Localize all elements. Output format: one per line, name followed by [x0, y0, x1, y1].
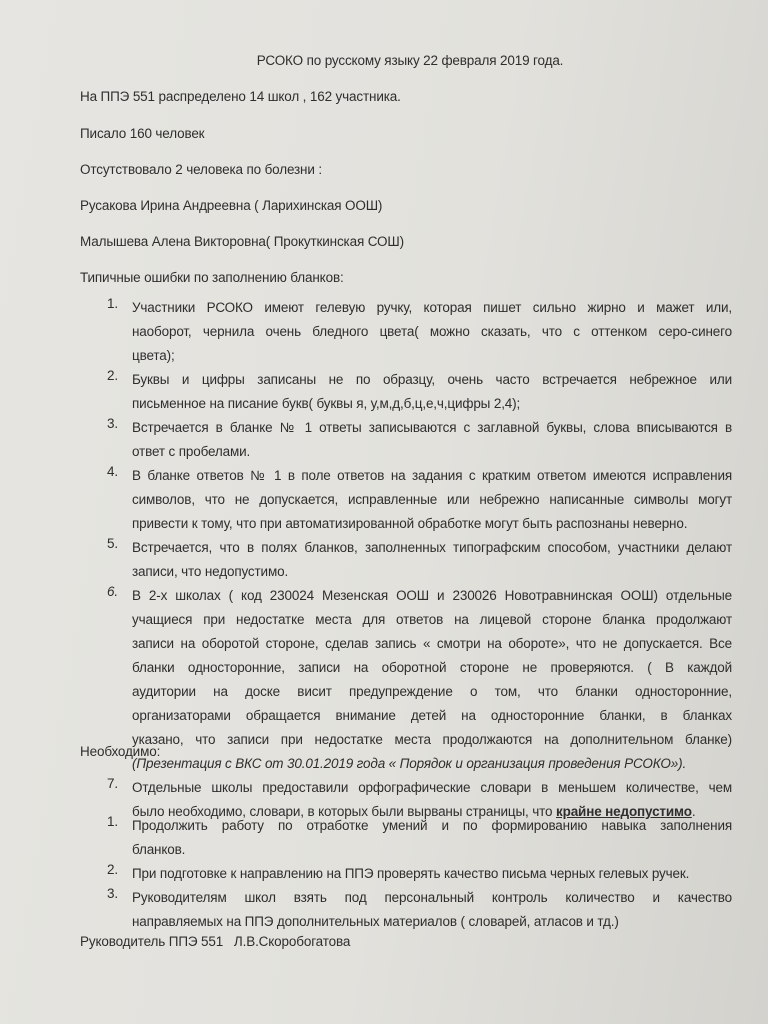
item-line: указано, что записи при недостатке места продолжаются на дополнительном бланке)	[132, 732, 732, 747]
item-line: Участники РСОКО имеют гелевую ручку, которая пишет сильно жирно и мажет или,	[132, 300, 732, 315]
item-number: 2.	[107, 368, 118, 383]
item-number: 5.	[107, 536, 118, 551]
item-line: В бланке ответов № 1 в поле ответов на задания с кратким ответом имеются исправления	[132, 468, 732, 483]
item-number: 4.	[107, 464, 118, 479]
item-number: 7.	[107, 776, 118, 791]
item-line: аудитории на доске висит предупреждение о том, что бланки односторонние,	[132, 684, 732, 699]
item-text: было необходимо, словари, в которых были вырваны страницы, что	[132, 804, 556, 819]
item-line: учащиеся при недостатке места для ответов на лицевой стороне бланка продолжают	[132, 612, 732, 627]
item-line: Встречается, что в полях бланков, заполненных типографским способом, участники делают	[132, 540, 732, 555]
intro-absent: Отсутствовало 2 человека по болезни :	[80, 162, 322, 177]
item-line: В 2-х школах ( код 230024 Мезенская ООШ и 230026 Новотравнинская ООШ) отдельные	[132, 588, 732, 603]
list-item	[107, 416, 732, 464]
list-item	[107, 814, 732, 862]
necessary-heading: Необходимо:	[80, 744, 161, 759]
list-item	[107, 464, 732, 536]
item-number: 2.	[107, 862, 118, 877]
item-line: Продолжить работу по отработке умений и по формированию навыка заполнения	[132, 818, 732, 833]
item-citation: (Презентация с ВКС от 30.01.2019 года « Порядок и организация проведения РСОКО»).	[132, 756, 687, 771]
list-item	[107, 886, 732, 934]
list-item	[107, 584, 732, 776]
item-line: бланков.	[132, 842, 186, 857]
list-item	[107, 862, 732, 886]
intro-distribution: На ППЭ 551 распределено 14 школ , 162 участника.	[80, 89, 401, 104]
item-line: Отдельные школы предоставили орфографические словари в меньшем количестве, чем	[132, 780, 732, 795]
item-line: письменное на писание букв( буквы я, у,м,д,б,ц,е,ч,цифры 2,4);	[132, 396, 521, 411]
signature: Руководитель ППЭ 551 Л.В.Скоробогатова	[80, 934, 351, 949]
list-item	[107, 536, 732, 584]
item-text: .	[691, 804, 696, 819]
item-line: бланки односторонние, записи на оборотной стороне не проверяются. ( В каждой	[132, 660, 732, 675]
item-line: символов, что не допускается, исправленные или небрежно написанные символы могут	[132, 492, 732, 507]
item-line: Буквы и цифры записаны не по образцу, очень часто встречается небрежное или	[132, 372, 732, 387]
item-number: 3.	[107, 416, 118, 431]
list-item	[107, 368, 732, 416]
item-line: Встречается в бланке № 1 ответы записываются с заглавной буквы, слова вписываются в	[132, 420, 732, 435]
item-number: 1.	[107, 814, 118, 829]
item-line: записи на оборотой стороне, сделав запись « смотри на обороте», что не допускается. Все	[132, 636, 732, 651]
item-line: организаторами обращается внимание детей на односторонние бланки, в бланках	[132, 708, 732, 723]
item-line: наоборот, чернила очень бледного цвета( можно сказать, что с оттенком серо-синего	[132, 324, 732, 339]
document-title: РСОКО по русскому языку 22 февраля 2019 года.	[256, 53, 564, 68]
item-number: 3.	[107, 886, 118, 901]
item-number: 6.	[107, 584, 118, 599]
absent-student-1: Русакова Ирина Андреевна ( Ларихинская ООШ)	[80, 198, 383, 213]
item-line: При подготовке к направлению на ППЭ проверять качество письма черных гелевых ручек.	[132, 866, 690, 881]
errors-heading: Типичные ошибки по заполнению бланков:	[80, 270, 344, 285]
absent-student-2: Малышева Алена Викторовна( Прокуткинская СОШ)	[80, 234, 404, 249]
item-line: направляемых на ППЭ дополнительных материалов ( словарей, атласов и тд.)	[132, 914, 619, 929]
intro-wrote: Писало 160 человек	[80, 126, 205, 141]
item-line: привести к тому, что при автоматизированной обработке могут быть распознаны неверно.	[132, 516, 688, 531]
item-line: записи, что недопустимо.	[132, 564, 289, 579]
item-number: 1.	[107, 296, 118, 311]
item-line: цвета);	[132, 348, 175, 363]
emphasis-text: крайне недопустимо	[556, 804, 692, 819]
item-line: ответ с пробелами.	[132, 444, 251, 459]
item-line: Руководителям школ взять под персональный контроль количество и качество	[132, 890, 732, 905]
list-item	[107, 296, 732, 368]
